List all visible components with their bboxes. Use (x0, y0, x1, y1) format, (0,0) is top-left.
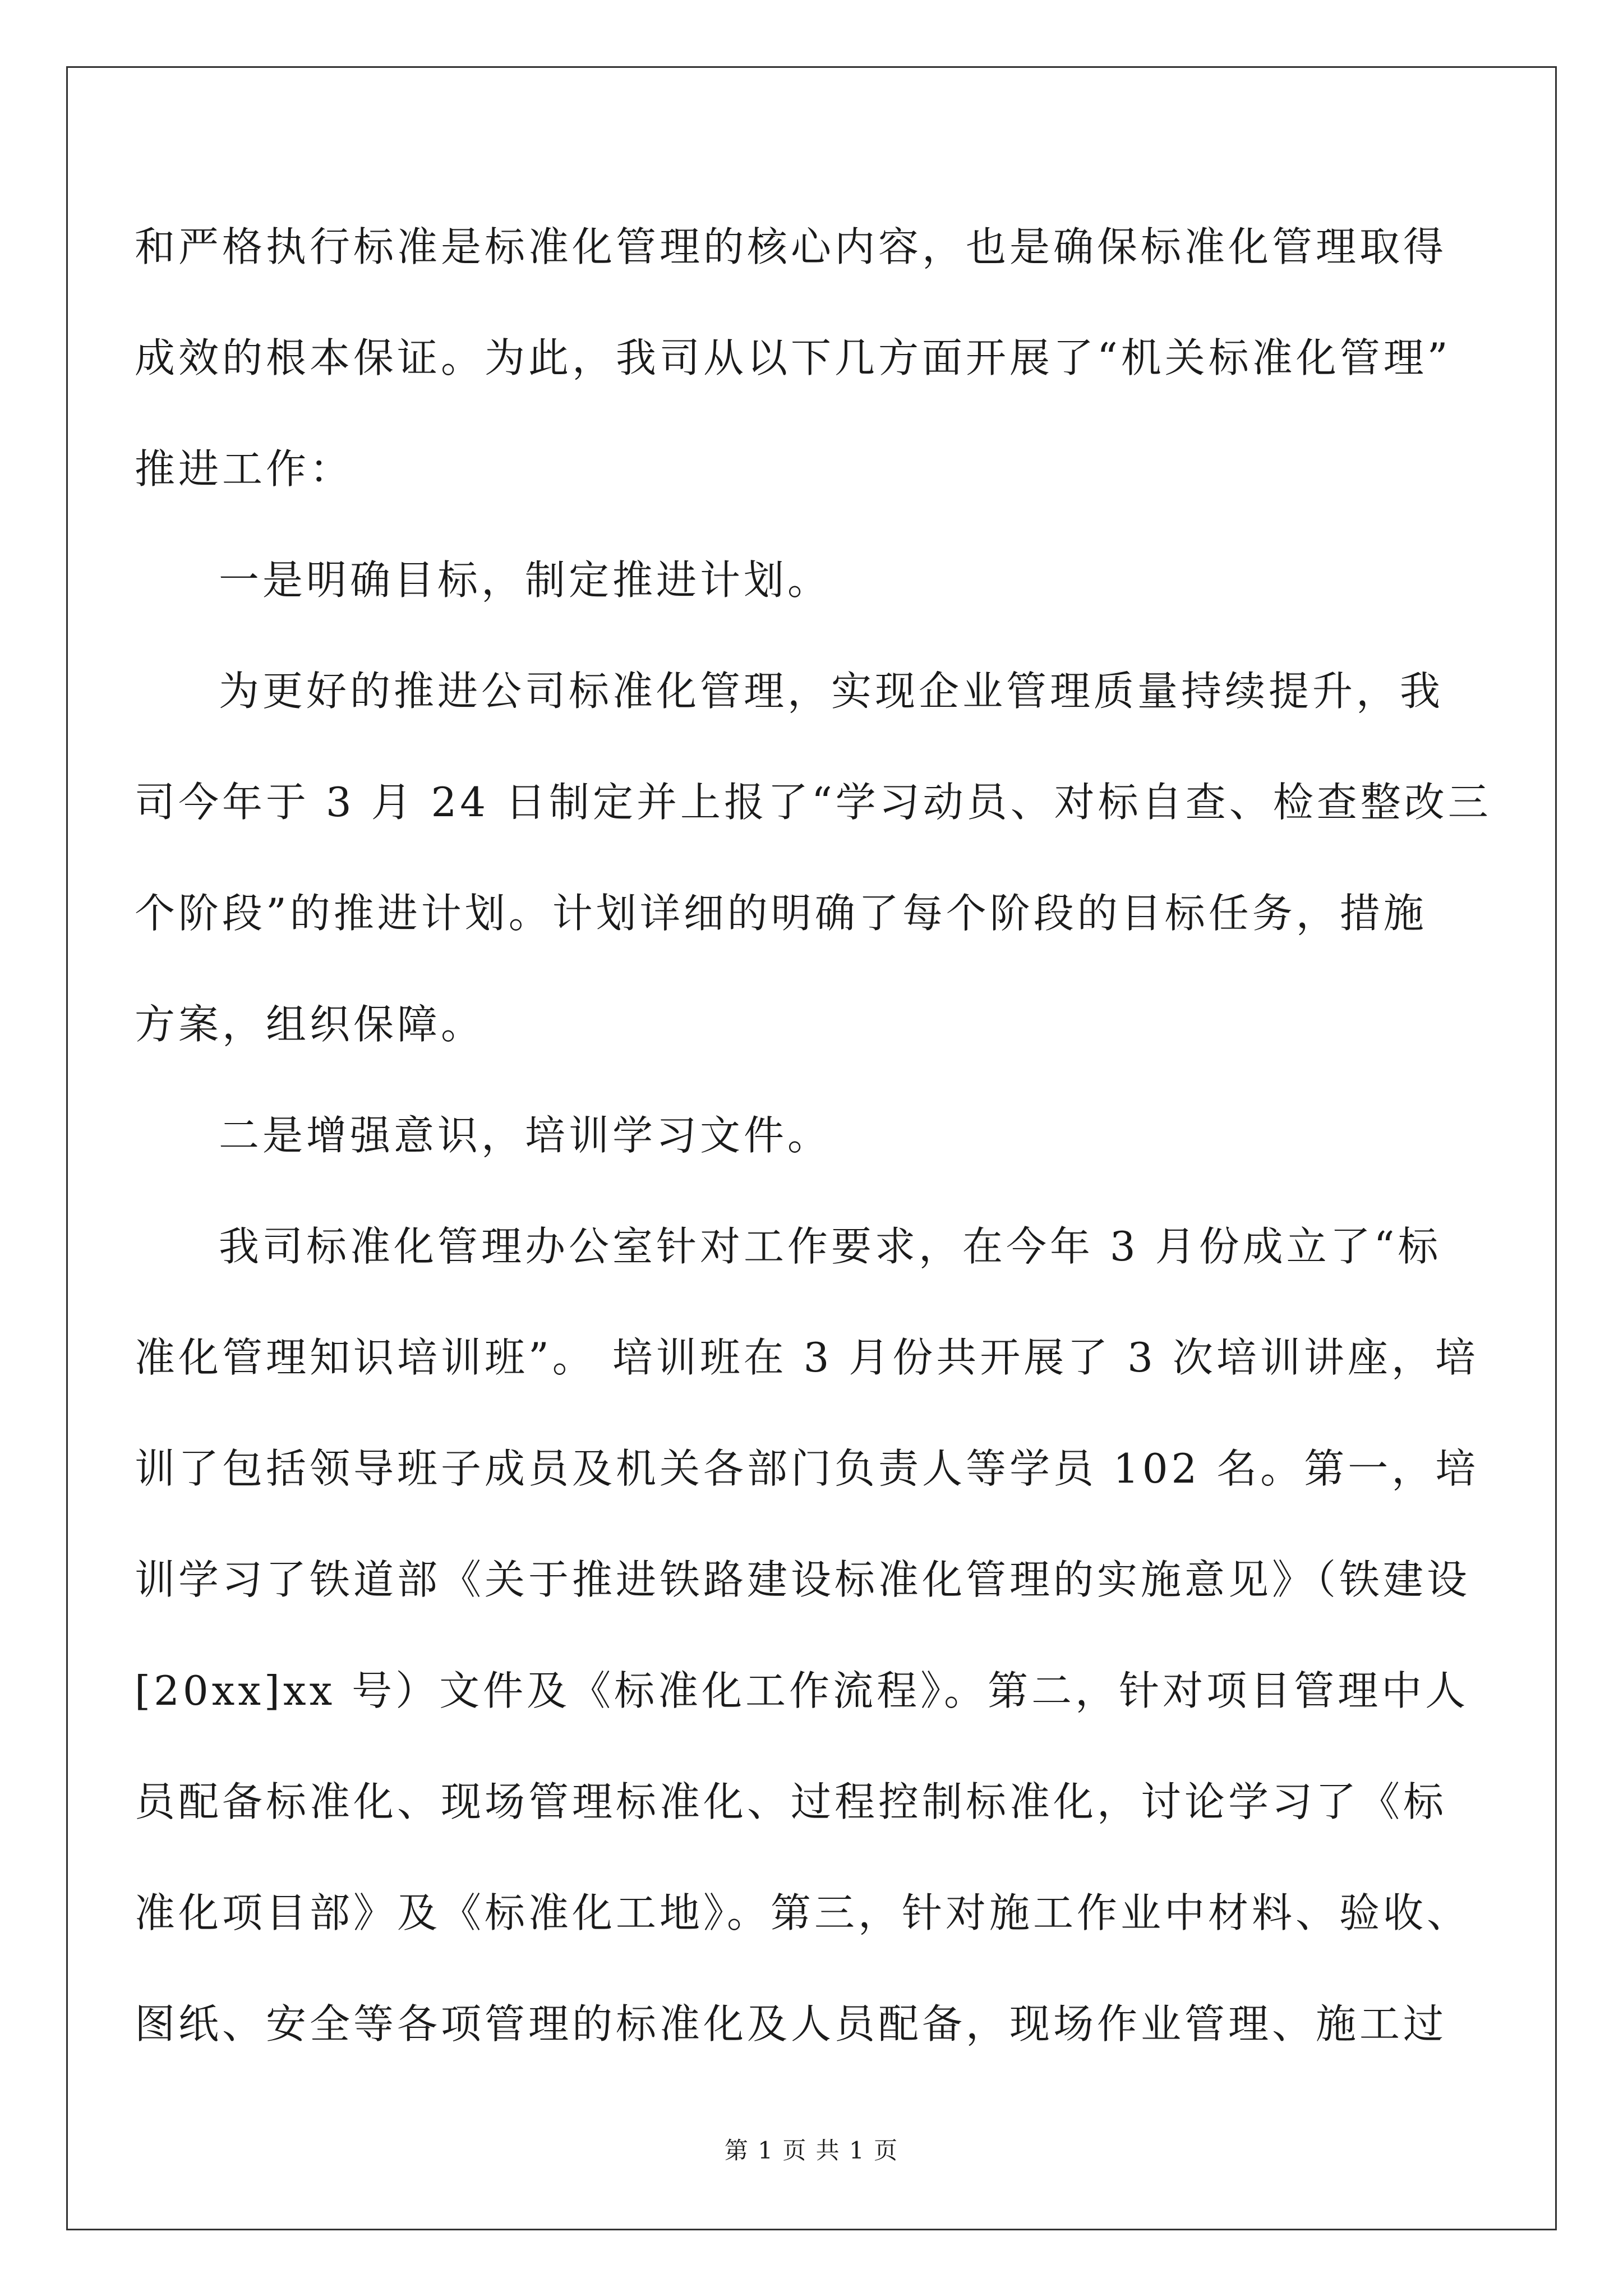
text-line: 和严格执行标准是标准化管理的核心内容，也是确保标准化管理取得 (135, 223, 1447, 270)
text-line: 司今年于 3 月 24 日制定并上报了“学习动员、对标自查、检查整改三 (135, 779, 1492, 826)
text-line: 一是明确目标，制定推进计划。 (219, 556, 832, 604)
text-line: 准化项目部》及《标准化工地》。第三，针对施工作业中材料、验收、 (135, 1889, 1471, 1936)
text-line: 成效的根本保证。为此，我司从以下几方面开展了“机关标准化管理” (135, 334, 1451, 381)
text-line: 准化管理知识培训班”。 培训班在 3 月份共开展了 3 次培训讲座，培 (135, 1334, 1479, 1381)
page-number-footer: 第 1 页 共 1 页 (724, 2137, 899, 2164)
text-line: 二是增强意识，培训学习文件。 (219, 1112, 832, 1159)
text-line: 方案，组织保障。 (135, 1001, 485, 1048)
text-line: 训学习了铁道部《关于推进铁路建设标准化管理的实施意见》（铁建设 (135, 1556, 1471, 1603)
text-line: 为更好的推进公司标准化管理，实现企业管理质量持续提升，我 (219, 668, 1444, 715)
text-line: 个阶段”的推进计划。计划详细的明确了每个阶段的目标任务，措施 (135, 890, 1427, 937)
text-line: 图纸、安全等各项管理的标准化及人员配备，现场作业管理、施工过 (135, 2000, 1447, 2047)
text-line: 员配备标准化、现场管理标准化、过程控制标准化，讨论学习了《标 (135, 1778, 1447, 1825)
text-line: 推进工作： (135, 445, 354, 493)
text-line: [20xx]xx 号）文件及《标准化工作流程》。第二，针对项目管理中人 (135, 1667, 1469, 1714)
text-line: 训了包括领导班子成员及机关各部门负责人等学员 102 名。第一，培 (135, 1445, 1479, 1492)
text-line: 我司标准化管理办公室针对工作要求，在今年 3 月份成立了“标 (219, 1223, 1442, 1270)
